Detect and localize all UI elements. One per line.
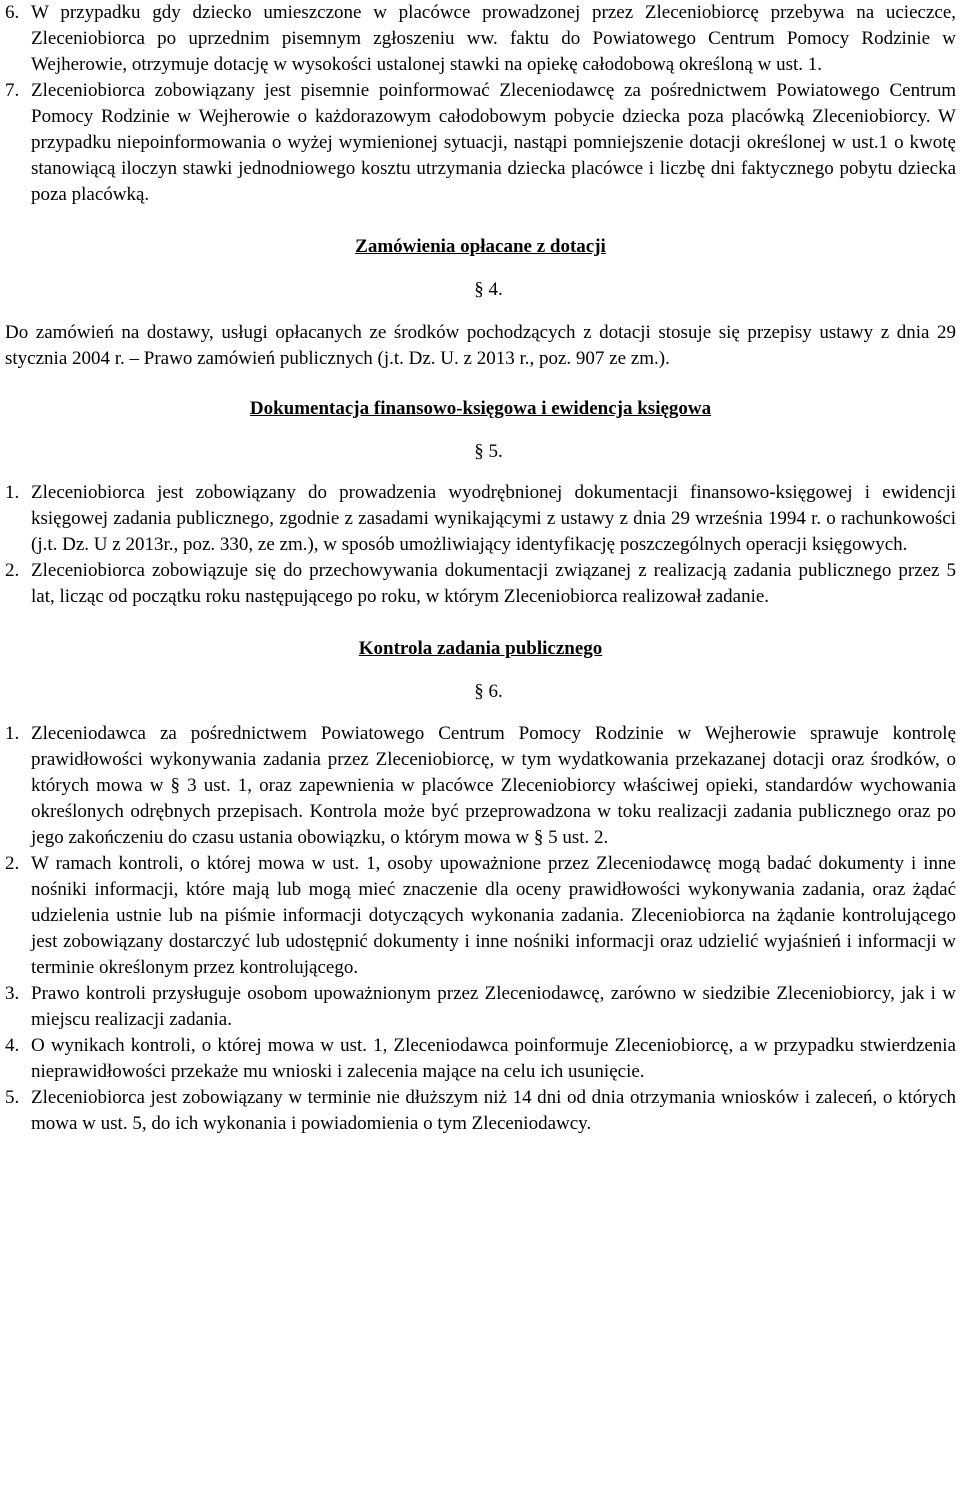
section-5-number: § 5. (474, 441, 503, 462)
item-text: Zleceniobiorca jest zobowiązany w terminie nie dłuższym niż 14 dni od dnia otrzymania wniosków i zaleceń, o których mowa w ust. 5, do ich wykonania i powiadomienia o tym Zleceniodawcy. (31, 1087, 956, 1134)
item-number: 4. (5, 1035, 20, 1056)
section-5-heading: Dokumentacja finansowo-księgowa i ewidencja księgowa (249, 398, 712, 419)
list-item-2 (5, 558, 956, 610)
item-text: Zleceniobiorca jest zobowiązany do prowadzenia wyodrębnionej dokumentacji finansowo-księgowej i ewidencji księgowej zadania publicznego, zgodnie z zasadami wynikającymi z ustawy z dnia 29 września 1994 r. o rachunkowości (j.t. Dz. U z 2013r., poz. 330, ze zm.), w sposób umożliwiający identyfikację poszczególnych operacji księgowych. (31, 482, 956, 555)
item-text: Zleceniodawca za pośrednictwem Powiatowego Centrum Pomocy Rodzinie w Wejherowie sprawuje kontrolę prawidłowości wykonywania zadania przez Zleceniobiorcę, w tym wydatkowania przekazanej dotacji oraz środków, o których mowa w § 3 ust. 1, oraz zapewnienia w placówce Zleceniobiorcy właściwej opieki, standardów wychowania określonych odrębnych przepisach. Kontrola może być przeprowadzona w toku realizacji zadania publicznego oraz po jego zakończeniu do czasu ustania obowiązku, o którym mowa w § 5 ust. 2. (31, 723, 956, 848)
list-item-5 (5, 1085, 956, 1137)
section-6-number: § 6. (474, 681, 503, 702)
list-item-1 (5, 480, 956, 558)
list-item-4 (5, 1033, 956, 1085)
item-number: 1. (5, 723, 20, 744)
section-4-number: § 4. (474, 279, 503, 300)
item-text: Zleceniobiorca zobowiązuje się do przechowywania dokumentacji związanej z realizacją zadania publicznego przez 5 lat, licząc od początku roku następującego po roku, w którym Zleceniobiorca realizował zadanie. (31, 560, 956, 607)
list-item-7 (5, 78, 956, 208)
item-number: 6. (5, 2, 20, 23)
item-number: 2. (5, 560, 20, 581)
section-6-heading: Kontrola zadania publicznego (358, 638, 603, 659)
section-4-heading: Zamówienia opłacane z dotacji (355, 236, 606, 257)
item-number: 1. (5, 482, 20, 503)
item-number: 3. (5, 983, 20, 1004)
item-text: Prawo kontroli przysługuje osobom upoważnionym przez Zleceniodawcę, zarówno w siedzibie Zleceniobiorcy, jak i w miejscu realizacji zadania. (31, 983, 956, 1030)
item-number: 2. (5, 853, 20, 874)
item-text: Zleceniobiorca zobowiązany jest pisemnie poinformować Zleceniodawcę za pośrednictwem Powiatowego Centrum Pomocy Rodzinie w Wejherowie o każdorazowym całodobowym pobycie dziecka poza placówką Zleceniobiorcy. W przypadku niepoinformowania o wyżej wymienionej sytuacji, nastąpi pomniejszenie dotacji określonej w ust.1 o kwotę stanowiącą iloczyn stawki jednodniowego kosztu utrzymania dziecka placówce i liczbę dni faktycznego pobytu dziecka poza placówką. (31, 80, 956, 205)
list-item-1 (5, 721, 956, 851)
section-3-items (5, 0, 956, 208)
list-item-6 (5, 0, 956, 78)
list-item-2 (5, 851, 956, 981)
item-text: W przypadku gdy dziecko umieszczone w placówce prowadzonej przez Zleceniobiorcę przebywa na ucieczce, Zleceniobiorca po uprzednim pisemnym zgłoszeniu ww. faktu do Powiatowego Centrum Pomocy Rodzinie w Wejherowie, otrzymuje dotację w wysokości ustalonej stawki na opiekę całodobową określoną w ust. 1. (31, 2, 956, 75)
section-4-text: Do zamówień na dostawy, usługi opłacanych ze środków pochodzących z dotacji stosuje się przepisy ustawy z dnia 29 stycznia 2004 r. – Prawo zamówień publicznych (j.t. Dz. U. z 2013 r., poz. 907 ze zm.). (5, 322, 956, 369)
section-5-items (5, 480, 956, 610)
item-number: 5. (5, 1087, 20, 1108)
item-number: 7. (5, 80, 20, 101)
section-6-items (5, 721, 956, 1137)
item-text: W ramach kontroli, o której mowa w ust. 1, osoby upoważnione przez Zleceniodawcę mogą badać dokumenty i inne nośniki informacji, które mają lub mogą mieć znaczenie dla oceny prawidłowości wykonywania zadania, oraz żądać udzielenia ustnie lub na piśmie informacji dotyczących wykonania zadania. Zleceniobiorca na żądanie kontrolującego jest zobowiązany dostarczyć lub udostępnić dokumenty i inne nośniki informacji oraz udzielić wyjaśnień i informacji w terminie określonym przez kontrolującego. (31, 853, 956, 978)
item-text: O wynikach kontroli, o której mowa w ust. 1, Zleceniodawca poinformuje Zleceniobiorcę, a w przypadku stwierdzenia nieprawidłowości przekaże mu wnioski i zalecenia mające na celu ich usunięcie. (31, 1035, 956, 1082)
list-item-3 (5, 981, 956, 1033)
